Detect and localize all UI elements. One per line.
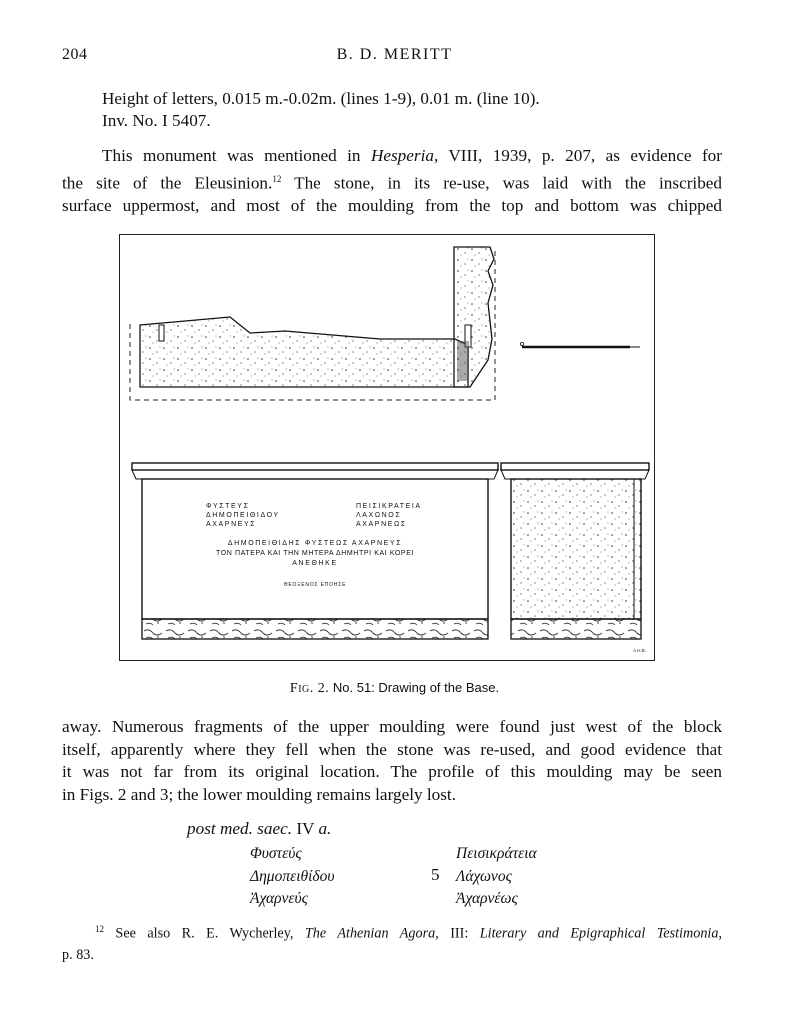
text-span: ,	[718, 925, 722, 942]
footnote-12	[62, 919, 722, 966]
page-number: 204	[62, 46, 88, 63]
date-numeral: IV	[292, 819, 319, 838]
figure-caption	[0, 680, 789, 697]
figure-label: Fig. 2.	[289, 681, 330, 696]
inscription-center-1: ΔΗΜΟΠΕΙΘΙΔΗΣ ΦΥΣΤΕΩΣ ΑΧΑΡΝΕΥΣ	[227, 540, 403, 547]
greek-line: Φυστεύς	[250, 845, 302, 862]
date-line	[187, 818, 331, 841]
text-line: surface uppermost, and most of the moulding from the top and bottom was chipped	[62, 195, 722, 215]
date-italic: post med. saec.	[187, 819, 293, 838]
inscription-right-2: ΛΑΧΩΝΟΣ	[356, 512, 402, 519]
running-title: B. D. MERITT	[336, 46, 453, 63]
line-number: 5	[431, 865, 440, 884]
book-title: The Athenian Agora	[304, 925, 436, 942]
paragraph-1	[62, 145, 722, 217]
text-line: in Figs. 2 and 3; the lower moulding remains largely lost.	[62, 784, 456, 804]
paragraph-2	[62, 716, 722, 806]
text-line: p. 83.	[62, 946, 94, 963]
inscription-center-3: ΑΝΕΘΗΚΕ	[292, 560, 338, 567]
inscription-right-1: ΠΕΙΣΙΚΡΑΤΕΙΑ	[356, 503, 422, 510]
text-span: This monument was mentioned in	[102, 146, 371, 165]
inscription-left-3: ΑΧΑΡΝΕΥΣ	[206, 521, 257, 528]
text-span: the site of the Eleusinion.	[62, 173, 273, 193]
figure-2-drawing	[119, 234, 655, 661]
footnote-ref[interactable]: 12	[272, 173, 282, 184]
scale-bar	[520, 342, 640, 347]
inscription-right-3: ΑΧΑΡΝΕΩΣ	[356, 521, 407, 528]
greek-line: Πεισικράτεια	[456, 845, 537, 862]
text-span: See also R. E. Wycherley,	[104, 925, 305, 942]
text-span: The stone, in its re-use, was laid with the inscribed	[281, 173, 723, 193]
book-subtitle: Literary and Epigraphical Testimonia	[479, 925, 719, 942]
text-span: , III:	[435, 925, 480, 942]
caption-text: No. 51: Drawing of the Base.	[332, 680, 500, 695]
footnote-marker: 12	[95, 924, 104, 934]
greek-text-left	[250, 843, 335, 911]
greek-line: Λάχωνος	[456, 867, 512, 885]
text-line: itself, apparently where they fell when the stone was re-used, and good evidence that	[62, 739, 722, 759]
greek-line: Ἀχαρνεύς	[250, 890, 308, 907]
inscription-left-1: ΦΥΣΤΕΥΣ	[206, 503, 250, 510]
side-elevation	[501, 463, 649, 639]
letter-height-spec: Height of letters, 0.015 m.-0.02m. (lines 1-9), 0.01 m. (line 10).	[102, 89, 540, 108]
greek-line: Δημοπειθίδου	[250, 867, 335, 885]
inscription-left-2: ΔΗΜΟΠΕΙΘΙΔΟΥ	[206, 512, 280, 519]
plan-view	[130, 247, 495, 400]
inscription-center-2: ΤΟΝ ΠΑΤΕΡΑ ΚΑΙ ΤΗΝ ΜΗΤΕΡΑ ΔΗΜΗΤΡΙ ΚΑΙ ΚΟΡΕΙ	[215, 550, 415, 557]
inscription-small: ΘΕΟΞΕΝΟΣ ΕΠΟΗΣΕ	[283, 582, 347, 588]
greek-line: Ἀχαρνέως	[456, 890, 518, 907]
base-drawing	[120, 235, 653, 659]
text-span: , VIII, 1939, p. 207, as evidence for	[433, 146, 722, 165]
artist-mark: A.H.B.	[633, 648, 647, 653]
greek-text-right	[456, 843, 537, 911]
inventory-number: Inv. No. I 5407.	[102, 111, 211, 130]
date-suffix: a.	[318, 819, 332, 838]
text-line: away. Numerous fragments of the upper moulding were found just west of the block	[62, 717, 722, 736]
text-line: it was not far from its original location. The profile of this moulding may be seen	[62, 762, 722, 781]
journal-title: Hesperia	[370, 146, 434, 165]
